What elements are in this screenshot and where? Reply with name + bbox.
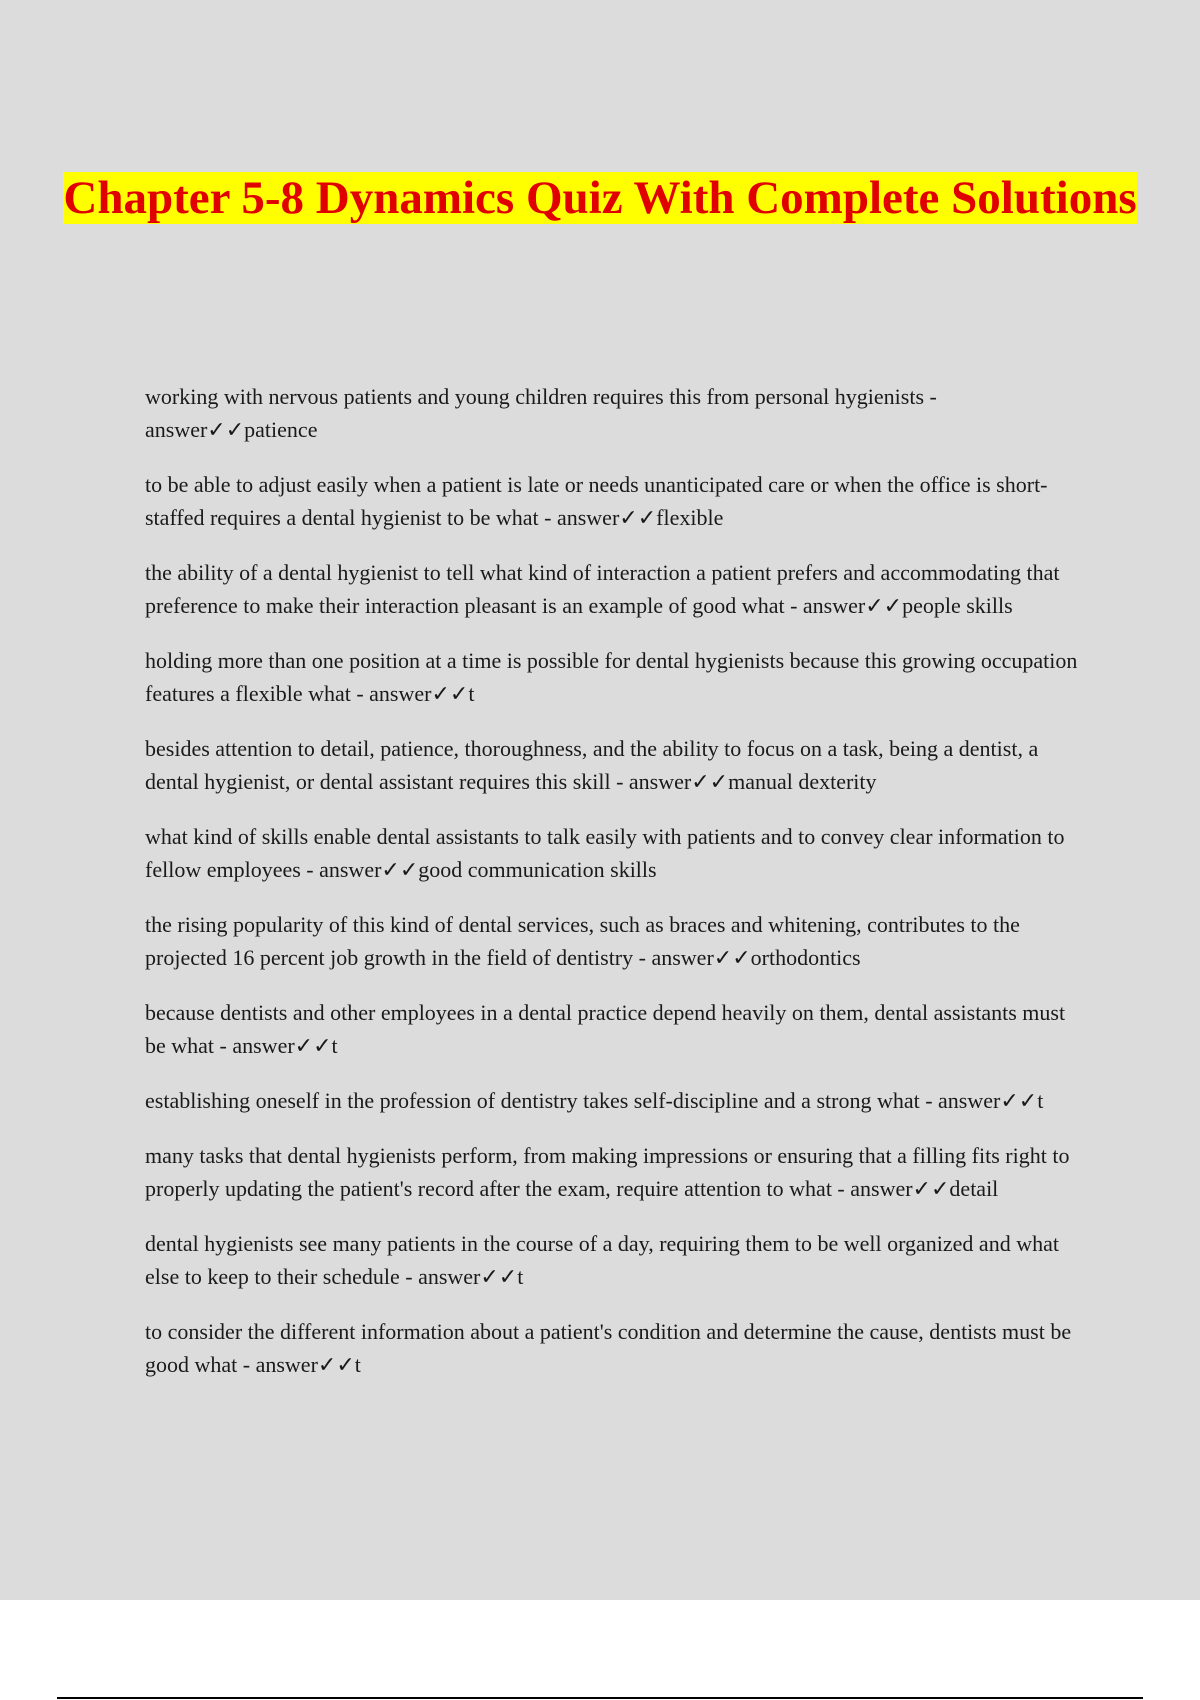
question-item: working with nervous patients and young children requires this from personal hygienists - answer✓✓patience — [145, 384, 937, 442]
question-list — [145, 380, 1090, 1392]
question-item: the ability of a dental hygienist to tell what kind of interaction a patient prefers and accommodating that preference to make their interaction pleasant is an example of good what - answer✓✓people skills — [145, 560, 1060, 618]
question-item: what kind of skills enable dental assistants to talk easily with patients and to convey clear information to fellow employees - answer✓✓good communication skills — [145, 824, 1065, 882]
question-item: to consider the different information about a patient's condition and determine the cause, dentists must be good what - answer✓✓t — [145, 1319, 1072, 1377]
title-block — [0, 168, 1200, 228]
question-item: dental hygienists see many patients in the course of a day, requiring them to be well organized and what else to keep to their schedule - answer✓✓t — [145, 1231, 1059, 1289]
question-item: many tasks that dental hygienists perform, from making impressions or ensuring that a filling fits right to properly updating the patient's record after the exam, require attention to what - answer✓✓detail — [145, 1143, 1070, 1201]
question-item: establishing oneself in the profession of dentistry takes self-discipline and a strong what - answer✓✓t — [145, 1088, 1044, 1113]
document-title: Chapter 5-8 Dynamics Quiz With Complete Solutions — [63, 172, 1137, 224]
question-item: holding more than one position at a time is possible for dental hygienists because this growing occupation features a flexible what - answer✓✓t — [145, 648, 1078, 706]
footer-divider — [57, 1697, 1143, 1699]
question-item: besides attention to detail, patience, thoroughness, and the ability to focus on a task, being a dentist, a dental hygienist, or dental assistant requires this skill - answer✓✓manual dexterity — [145, 736, 1039, 794]
question-item: because dentists and other employees in a dental practice depend heavily on them, dental assistants must be what - answer✓✓t — [145, 1000, 1066, 1058]
question-item: the rising popularity of this kind of dental services, such as braces and whitening, contributes to the projected 16 percent job growth in the field of dentistry - answer✓✓orthodontics — [145, 912, 1020, 970]
question-item: to be able to adjust easily when a patient is late or needs unanticipated care or when the office is short-staffed requires a dental hygienist to be what - answer✓✓flexible — [145, 472, 1048, 530]
